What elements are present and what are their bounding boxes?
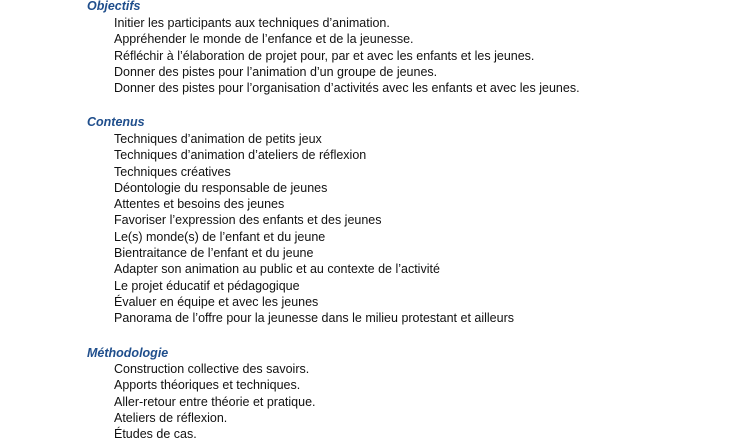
- contenus-list: [114, 131, 514, 327]
- list-item: Réfléchir à l’élaboration de projet pour, par et avec les enfants et les jeunes.: [114, 48, 535, 63]
- list-item: Favoriser l’expression des enfants et des jeunes: [114, 213, 382, 228]
- list-item: Évaluer en équipe et avec les jeunes: [114, 294, 319, 309]
- list-item: Donner des pistes pour l’organisation d’activités avec les enfants et avec les jeunes.: [114, 81, 580, 96]
- list-item: Études de cas.: [114, 427, 197, 438]
- list-item: Donner des pistes pour l’animation d’un groupe de jeunes.: [114, 64, 438, 79]
- list-item: Techniques d’animation d’ateliers de réflexion: [114, 148, 367, 163]
- list-item: Attentes et besoins des jeunes: [114, 197, 285, 212]
- section-heading-methodologie: Méthodologie: [87, 346, 169, 360]
- list-item: Appréhender le monde de l’enfance et de la jeunesse.: [114, 32, 414, 47]
- list-item: Panorama de l’offre pour la jeunesse dans le milieu protestant et ailleurs: [114, 311, 514, 326]
- list-item: Techniques créatives: [114, 164, 231, 179]
- list-item: Techniques d’animation de petits jeux: [114, 132, 322, 146]
- list-item: Bientraitance de l’enfant et du jeune: [114, 246, 314, 261]
- section-heading-contenus: Contenus: [87, 115, 145, 129]
- list-item: Adapter son animation au public et au contexte de l’activité: [114, 262, 440, 277]
- list-item: Le projet éducatif et pédagogique: [114, 278, 300, 293]
- objectifs-list: [114, 15, 580, 96]
- list-item: Déontologie du responsable de jeunes: [114, 180, 328, 195]
- list-item: Initier les participants aux techniques d’animation.: [114, 16, 390, 30]
- list-item: Construction collective des savoirs.: [114, 362, 310, 376]
- list-item: Le(s) monde(s) de l’enfant et du jeune: [114, 229, 326, 244]
- methodologie-list: [114, 361, 316, 438]
- list-item: Apports théoriques et techniques.: [114, 378, 301, 393]
- section-heading-objectifs: Objectifs: [87, 0, 141, 13]
- list-item: Aller-retour entre théorie et pratique.: [114, 394, 316, 409]
- list-item: Ateliers de réflexion.: [114, 410, 228, 425]
